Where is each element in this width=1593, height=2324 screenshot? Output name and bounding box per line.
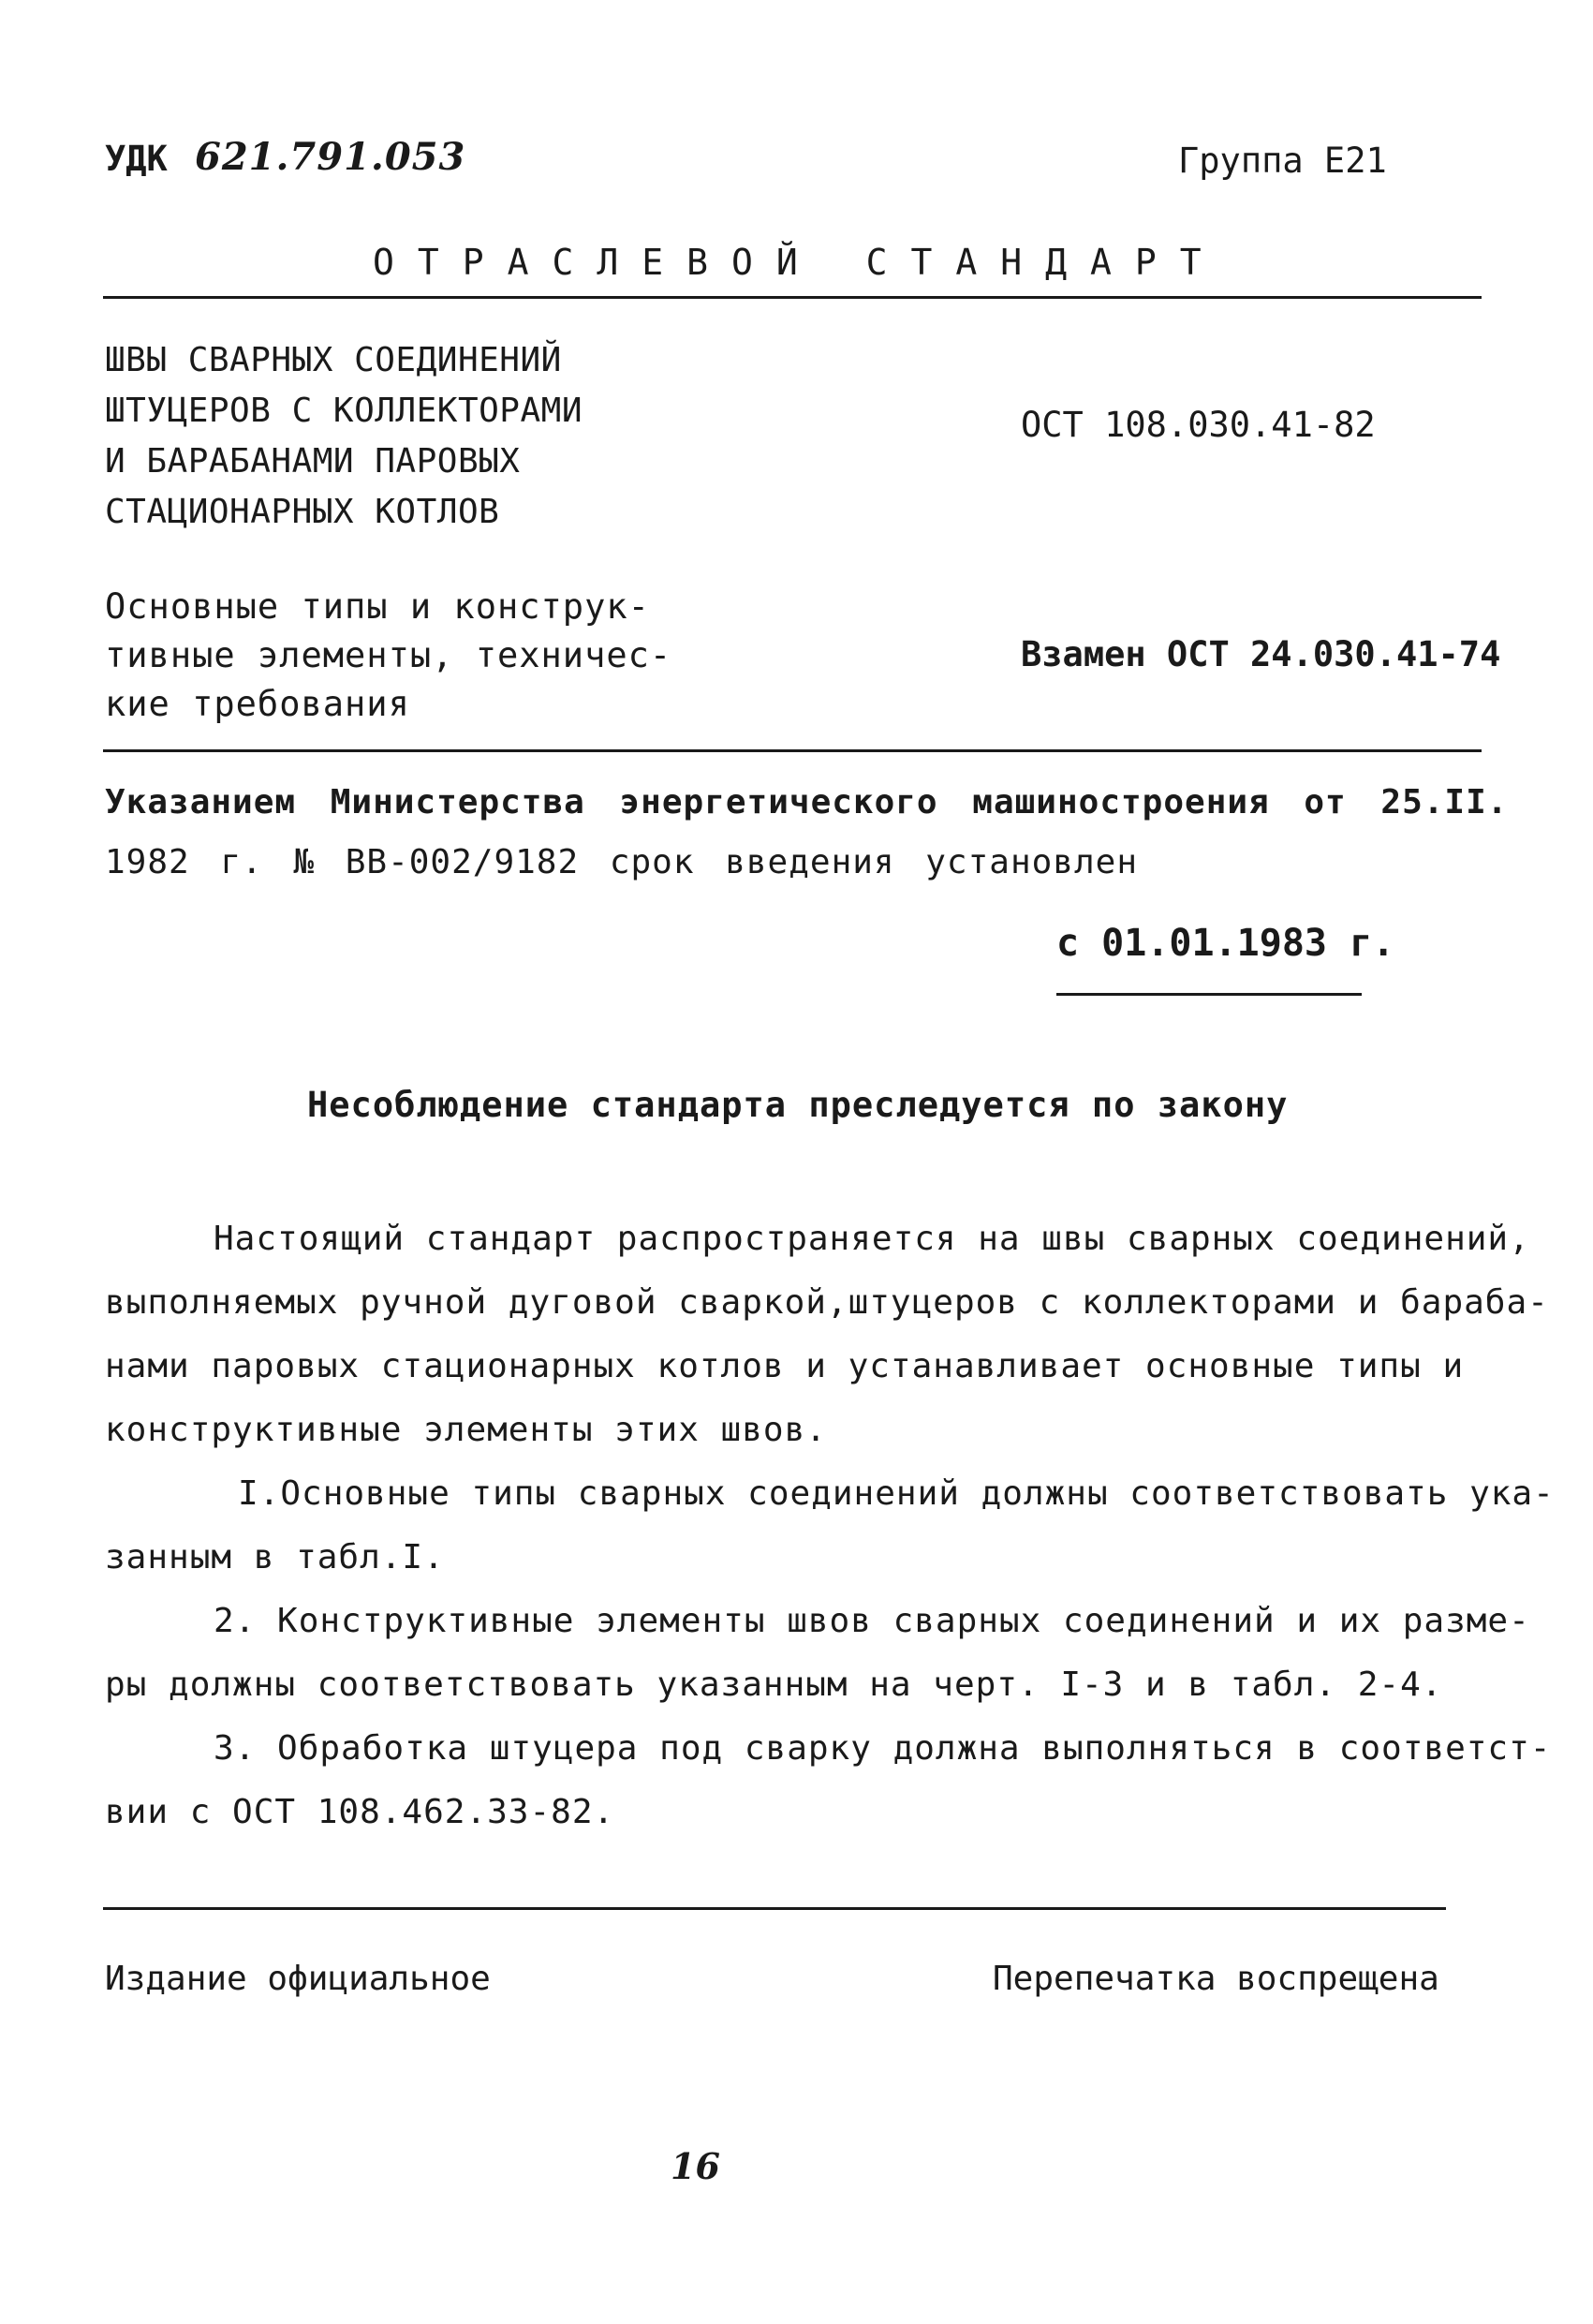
page-number: 16 [671, 2145, 720, 2187]
udk-label: УДК [105, 139, 168, 179]
paragraph-line: конструктивные элементы этих швов. [105, 1411, 827, 1449]
paragraph-line: вии с ОСТ 108.462.33-82. [105, 1793, 615, 1831]
effective-date: с 01.01.1983 г. [1056, 922, 1395, 965]
standard-type: ОТРАСЛЕВОЙ СТАНДАРТ [373, 242, 1225, 283]
ost-code: ОСТ 108.030.41-82 [1021, 405, 1376, 445]
paragraph-line: занным в табл.I. [105, 1538, 445, 1576]
paragraph-line: ры должны соответствовать указанным на черт. I-3 и в табл. 2-4. [105, 1665, 1443, 1704]
title-line: ШТУЦЕРОВ С КОЛЛЕКТОРАМИ [105, 392, 583, 430]
paragraph-line: 3. Обработка штуцера под сварку должна выполняться в соответст- [214, 1729, 1552, 1768]
top-rule [103, 296, 1482, 299]
subtitle-line: Основные типы и конструк- [105, 586, 650, 627]
group-code: Группа Е21 [1178, 141, 1387, 181]
title-line: ШВЫ СВАРНЫХ СОЕДИНЕНИЙ [105, 341, 562, 379]
reprint-note: Перепечатка воспрещена [993, 1960, 1439, 1998]
udk-value: 621.791.053 [195, 135, 466, 179]
date-underline [1056, 993, 1362, 996]
subtitle-line: кие требования [105, 684, 410, 724]
decree-line: Указанием Министерства энергетического машиностроения от 25.II. [105, 783, 1509, 822]
title-line: И БАРАБАНАМИ ПАРОВЫХ [105, 442, 521, 481]
paragraph-line: I.Основные типы сварных соединений должны соответствовать ука- [238, 1474, 1555, 1513]
replaces-standard: Взамен ОСТ 24.030.41-74 [1021, 634, 1501, 674]
edition-note: Издание официальное [105, 1960, 491, 1998]
paragraph-line: 2. Конструктивные элементы швов сварных соединений и их разме- [214, 1602, 1530, 1640]
title-line: СТАЦИОНАРНЫХ КОТЛОВ [105, 493, 500, 531]
subtitle-line: тивные элементы, техничес- [105, 635, 672, 675]
paragraph-line: Настоящий стандарт распространяется на швы сварных соединений, [214, 1220, 1530, 1258]
legal-warning: Несоблюдение стандарта преследуется по закону [307, 1085, 1289, 1125]
middle-rule [103, 749, 1482, 752]
paragraph-line: выполняемых ручной дуговой сваркой,штуцеров с коллекторами и бараба- [105, 1283, 1549, 1322]
footer-rule [103, 1907, 1446, 1910]
paragraph-line: нами паровых стационарных котлов и устанавливает основные типы и [105, 1347, 1465, 1385]
decree-line: 1982 г. № ВВ-002/9182 срок введения установлен [105, 843, 1138, 881]
